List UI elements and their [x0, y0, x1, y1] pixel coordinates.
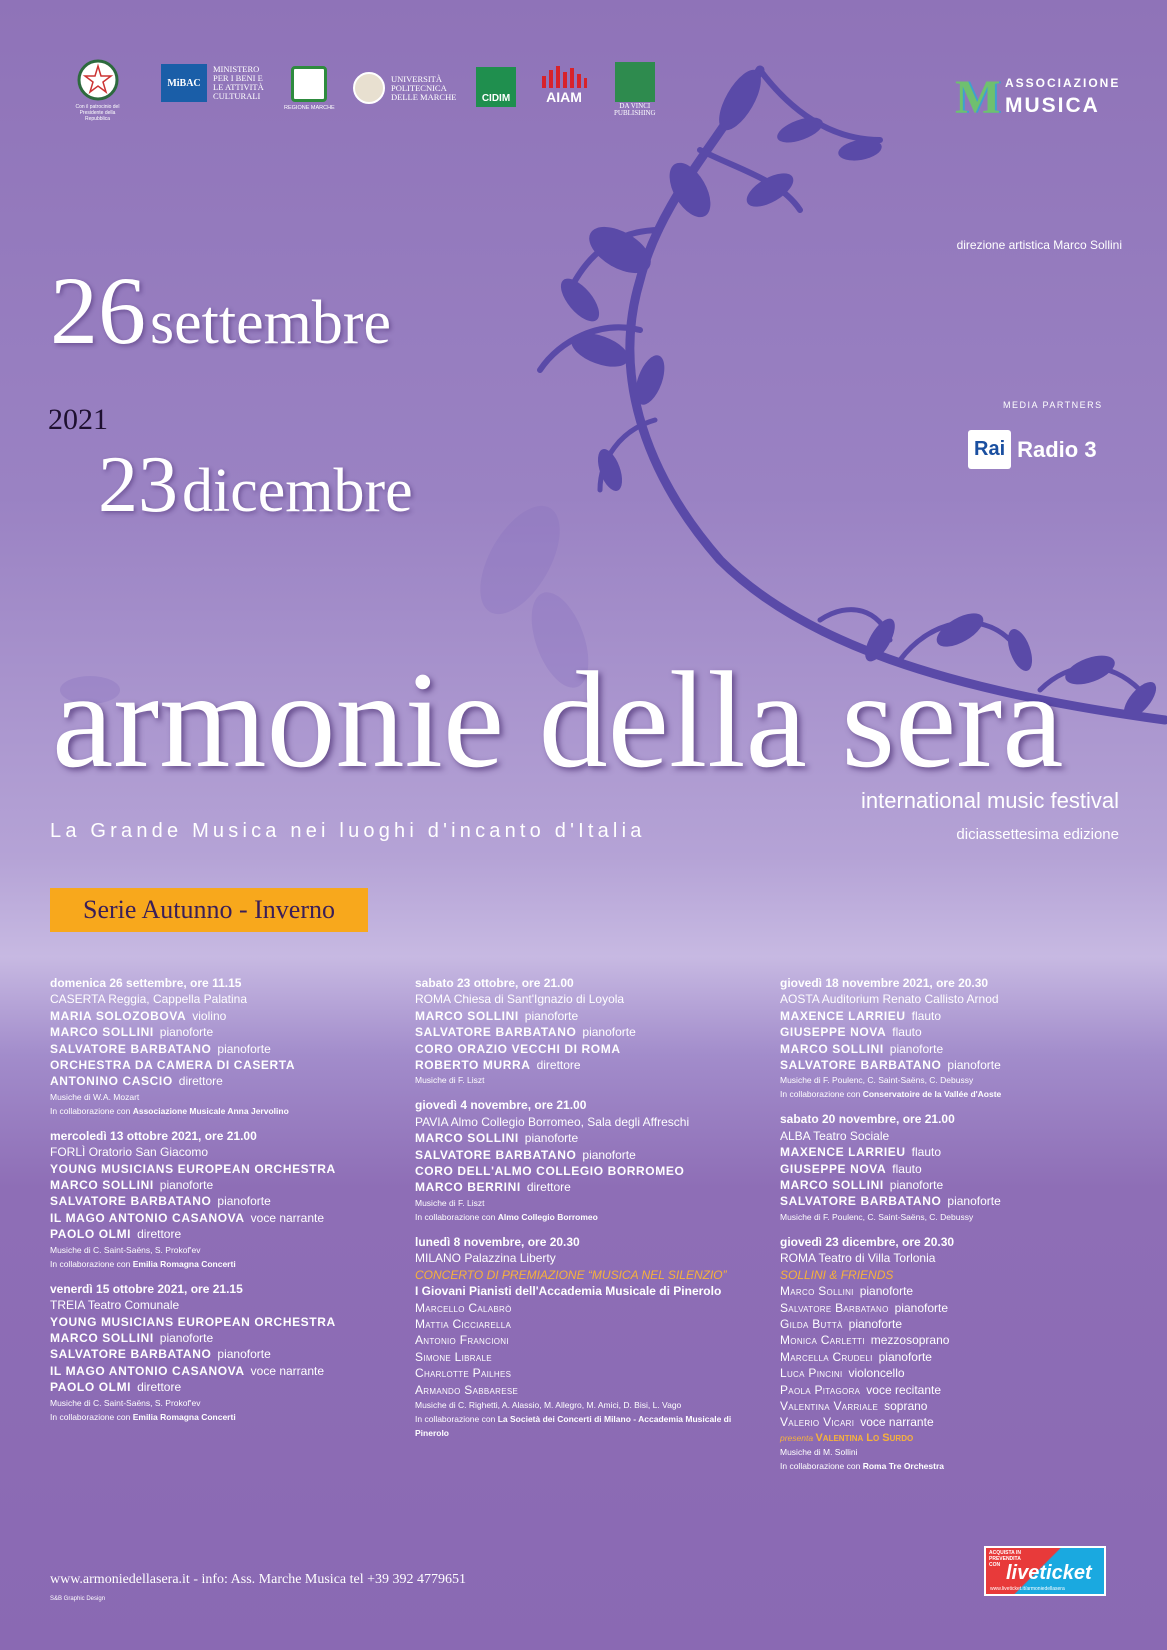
- univpm-logo: [353, 72, 456, 104]
- tagline: La Grande Musica nei luoghi d'incanto d'Italia: [50, 820, 646, 842]
- year: 2021: [48, 403, 108, 436]
- univpm-text: UNIVERSITÀ POLITECNICA DELLE MARCHE: [391, 73, 457, 102]
- start-date: 26 settembre: [50, 257, 392, 364]
- mibac-mark: MiBAC: [161, 64, 207, 102]
- emblem-icon: [76, 58, 120, 102]
- equalizer-icon: [540, 64, 588, 88]
- repubblica-caption: Con il patrocinio del Presidente della Repubblica: [75, 104, 120, 122]
- associazione-musica-logo: M ASSOCIAZIONE MUSICA: [955, 71, 1121, 124]
- program-column-3: [780, 975, 1120, 1483]
- davinci-mark-icon: [615, 62, 655, 102]
- end-date: 23 dicembre: [98, 441, 413, 529]
- program-column-2: [415, 975, 755, 1450]
- festival-title: armonie della sera: [52, 643, 1064, 796]
- aiam-logo: AIAM: [540, 64, 588, 105]
- event-roma-dicembre: giovedì 23 dicembre, ore 20.30 ROMA Teatro di Villa Torlonia SOLLINI & FRIENDS Marco Sollini pianoforte Salvatore Barbatano pianoforte Gilda Buttà pianoforte Monica Carletti mezzosoprano Marcella Crudeli pianoforte Luca Pincini violoncello Paola Pitagora voce recitante Valentina Varriale soprano Valerio Vicari voce narrante presenta Valentina Lo Surdo Musiche di M. Sollini In collaborazione con Roma Tre Orchestra: [780, 1234, 955, 1471]
- event-pavia: giovedì 4 novembre, ore 21.00 PAVIA Almo Collegio Borromeo, Sala degli Affreschi MARCO SOLLINI pianoforte SALVATORE BARBATANO pianoforte CORO DELL'ALMO COLLEGIO BORROMEO MARCO BERRINI direttore Musiche di F. Liszt In collaborazione con Almo Collegio Borromeo: [415, 1098, 690, 1222]
- artistic-direction: direzione artistica Marco Sollini: [956, 238, 1122, 252]
- event-treia: venerdì 15 ottobre 2021, ore 21.15 TREIA Teatro Comunale YOUNG MUSICIANS EUROPEAN ORCHESTRA MARCO SOLLINI pianoforte SALVATORE BARBATANO pianoforte IL MAGO ANTONIO CASANOVA voce narrante PAOLO OLMI direttore Musiche di C. Saint-Saëns, S. Prokof'ev In collaborazione con Emilia Romagna Concerti: [50, 1281, 336, 1422]
- mibac-text: MINISTERO PER I BENI E LE ATTIVITÀ CULTURALI: [213, 64, 264, 101]
- liveticket-logo: ACQUISTA IN PREVENDITA CON liveticket www.liveticket.it/armoniedellasera: [984, 1546, 1106, 1596]
- footer-design-credit: S&B Graphic Design: [50, 1596, 106, 1602]
- regione-shield-icon: [291, 66, 327, 102]
- event-roma-ottobre: sabato 23 ottobre, ore 21.00 ROMA Chiesa di Sant'Ignazio di Loyola MARCO SOLLINI pianoforte SALVATORE BARBATANO pianoforte CORO ORAZIO VECCHI DI ROMA ROBERTO MURRA direttore Musiche di F. Liszt: [415, 976, 636, 1086]
- musica-m-icon: M: [955, 71, 1001, 124]
- cidim-logo: CIDIM: [476, 67, 516, 107]
- davinci-logo: DA VINCI PUBLISHING: [614, 62, 656, 117]
- event-forli: mercoledì 13 ottobre 2021, ore 21.00 FORLÌ Oratorio San Giacomo YOUNG MUSICIANS EUROPEAN ORCHESTRA MARCO SOLLINI pianoforte SALVATORE BARBATANO pianoforte IL MAGO ANTONIO CASANOVA voce narrante PAOLO OLMI direttore Musiche di C. Saint-Saëns, S. Prokof'ev In collaborazione con Emilia Romagna Concerti: [50, 1128, 336, 1269]
- event-milano: lunedì 8 novembre, ore 20.30 MILANO Palazzina Liberty CONCERTO DI PREMIAZIONE “MUSICA NEL SILENZIO” I Giovani Pianisti dell'Accademia Musicale di Pinerolo Marcello Calabrò Mattia Cicciarella Antonio Francioni Simone Librale Charlotte Pailhes Armando Sabbarese Musiche di C. Righetti, A. Alassio, M. Allegro, M. Amici, D. Bisi, L. Vago In collaborazione con La Società dei Concerti di Milano - Accademia Musicale di Pinerolo: [415, 1234, 732, 1438]
- media-partners-label: MEDIA PARTNERS: [1003, 400, 1103, 410]
- regione-marche-logo: REGIONE MARCHE: [284, 66, 335, 111]
- program-column-1: [50, 975, 390, 1434]
- univpm-seal-icon: [353, 72, 385, 104]
- mibac-logo: [161, 64, 264, 102]
- event-aosta: giovedì 18 novembre 2021, ore 20.30 AOSTA Auditorium Renato Callisto Arnod MAXENCE LARRIEU flauto GIUSEPPE NOVA flauto MARCO SOLLINI pianoforte SALVATORE BARBATANO pianoforte Musiche di F. Poulenc, C. Saint-Saëns, C. Debussy In collaborazione con Conservatoire de la Vallée d'Aoste: [780, 976, 1002, 1100]
- event-alba: sabato 20 novembre, ore 21.00 ALBA Teatro Sociale MAXENCE LARRIEU flauto GIUSEPPE NOVA flauto MARCO SOLLINI pianoforte SALVATORE BARBATANO pianoforte Musiche di F. Poulenc, C. Saint-Saëns, C. Debussy: [780, 1112, 1001, 1222]
- series-badge: Serie Autunno - Inverno: [50, 888, 368, 932]
- repubblica-logo: [70, 58, 125, 122]
- event-caserta: domenica 26 settembre, ore 11.15 CASERTA Reggia, Cappella Palatina MARIA SOLOZOBOVA violino MARCO SOLLINI pianoforte SALVATORE BARBATANO pianoforte ORCHESTRA DA CAMERA DI CASERTA ANTONINO CASCIO direttore Musiche di W.A. Mozart In collaborazione con Associazione Musicale Anna Jervolino: [50, 976, 296, 1116]
- edition: diciassettesima edizione: [956, 826, 1119, 843]
- rai-radio3-logo: Rai Radio 3: [968, 430, 1097, 469]
- festival-subtitle: international music festival: [860, 788, 1119, 813]
- footer-contact: www.armoniedellasera.it - info: Ass. Marche Musica tel +39 392 4779651: [50, 1572, 467, 1587]
